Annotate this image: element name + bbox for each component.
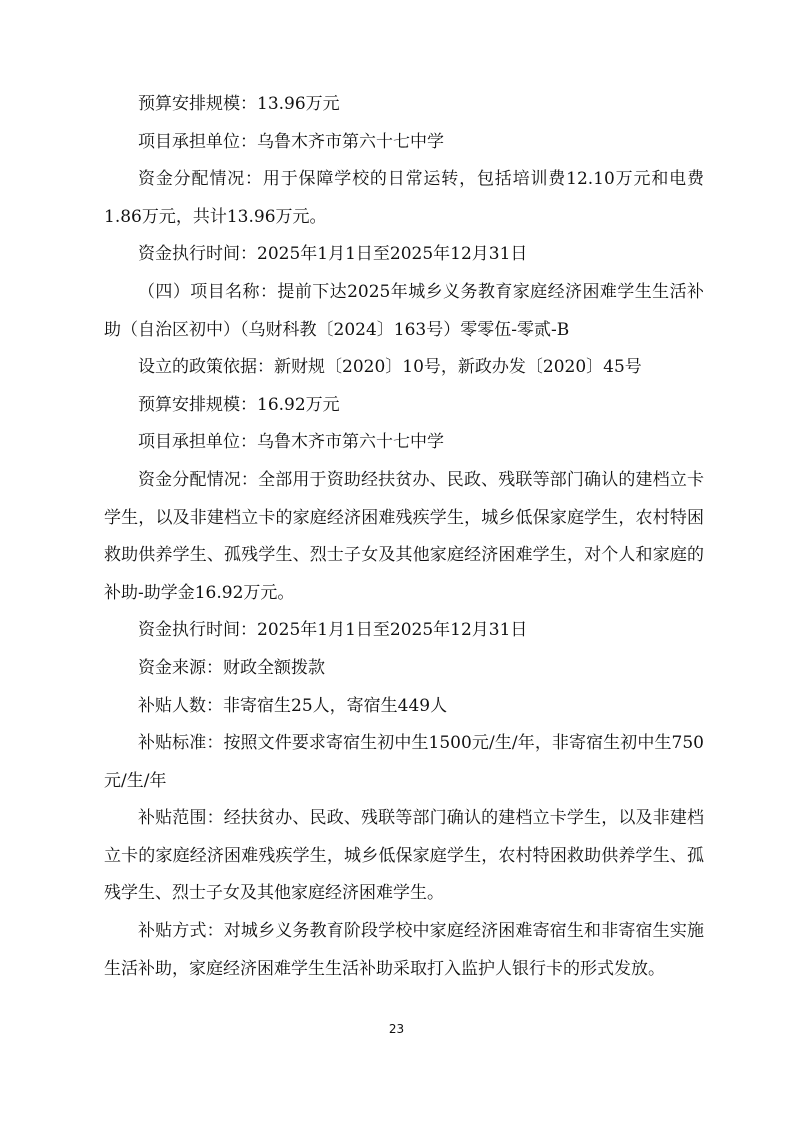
page-number: 23 bbox=[388, 1022, 405, 1036]
fund-allocation-paragraph: 资金分配情况：用于保障学校的日常运转，包括培训费12.10万元和电费1.86万元，共计13.96万元。 bbox=[104, 169, 704, 227]
budget-scale-paragraph: 预算安排规模：13.96万元 bbox=[138, 94, 340, 114]
document-body bbox=[104, 86, 704, 988]
subsidy-method-paragraph: 补贴方式：对城乡义务教育阶段学校中家庭经济困难寄宿生和非寄宿生实施生活补助，家庭经济困难学生生活补助采取打入监护人银行卡的形式发放。 bbox=[104, 921, 704, 979]
subsidy-count-paragraph: 补贴人数：非寄宿生25人，寄宿生449人 bbox=[138, 695, 448, 716]
subsidy-scope-paragraph: 补贴范围：经扶贫办、民政、残联等部门确认的建档立卡学生，以及非建档立卡的家庭经济困难残疾学生，城乡低保家庭学生，农村特困救助供养学生、孤残学生、烈士子女及其他家庭经济困难学生。 bbox=[104, 808, 704, 904]
undertaking-unit-paragraph: 项目承担单位：乌鲁木齐市第六十七中学 bbox=[138, 432, 444, 453]
execution-time-paragraph: 资金执行时间：2025年1月1日至2025年12月31日 bbox=[138, 620, 528, 641]
fund-allocation-paragraph: 资金分配情况：全部用于资助经扶贫办、民政、残联等部门确认的建档立卡学生，以及非建档立卡的家庭经济困难残疾学生，城乡低保家庭学生，农村特困救助供养学生、孤残学生、烈士子女及其他家庭经济困难学生，对个人和家庭的补助-助学金16.92万元。 bbox=[104, 469, 704, 603]
subsidy-standard-paragraph: 补贴标准：按照文件要求寄宿生初中生1500元/生/年，非寄宿生初中生750元/生/年 bbox=[104, 733, 704, 791]
project-name-paragraph: （四）项目名称：提前下达2025年城乡义务教育家庭经济困难学生生活补助（自治区初中）（乌财科教〔2024〕163号）零零伍-零贰-B bbox=[104, 281, 704, 340]
fund-source-paragraph: 资金来源：财政全额拨款 bbox=[138, 657, 325, 678]
execution-time-paragraph: 资金执行时间：2025年1月1日至2025年12月31日 bbox=[138, 244, 528, 265]
undertaking-unit-paragraph: 项目承担单位：乌鲁木齐市第六十七中学 bbox=[138, 131, 444, 152]
budget-scale-paragraph: 预算安排规模：16.92万元 bbox=[138, 394, 340, 415]
policy-basis-paragraph: 设立的政策依据：新财规〔2020〕10号，新政办发〔2020〕45号 bbox=[138, 357, 642, 378]
